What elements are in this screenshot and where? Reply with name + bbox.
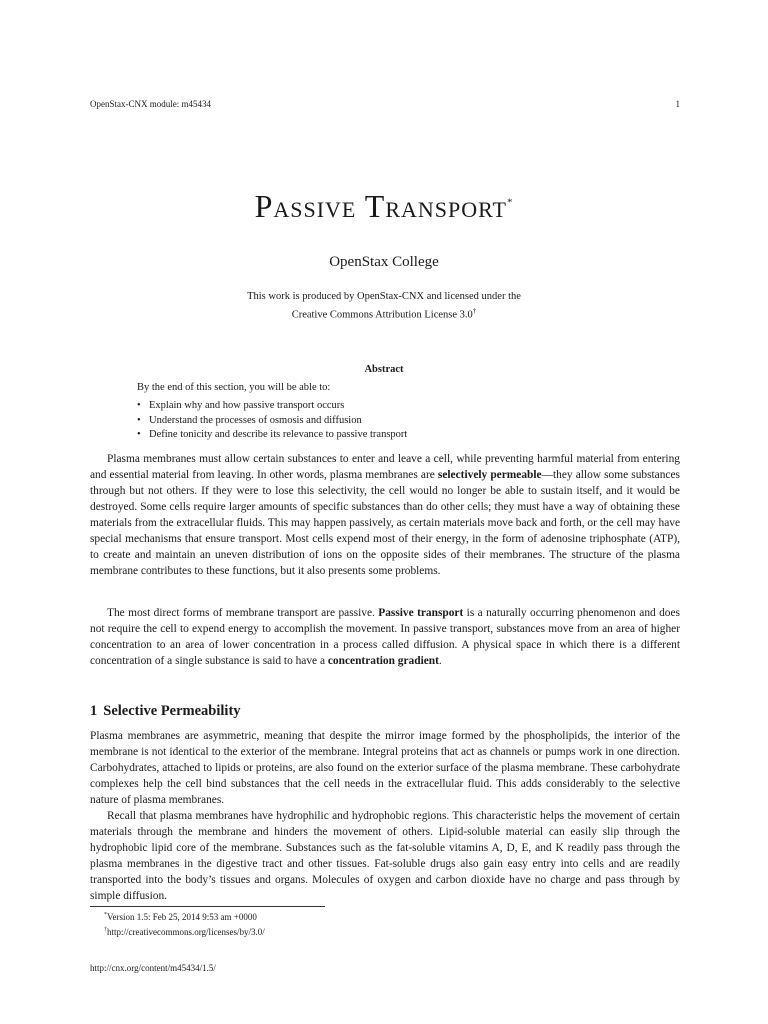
section-heading xyxy=(90,703,241,720)
bullet-icon: • xyxy=(137,429,141,440)
module-id: OpenStax-CNX module: m45434 xyxy=(90,99,211,109)
abstract-heading: Abstract xyxy=(364,364,404,375)
intro-paragraph-2: The most direct forms of membrane transport are passive. Passive transport is a naturally occurring phenomenon and does not require the cell to expend energy to accomplish the movement. In passive transport, substances move from an area of higher concentration to an area of lower concentration in a process called diffusion. A physical space in which there is a different concentration of a single substance is said to have a concentration gradient. xyxy=(90,607,680,667)
bullet-icon: • xyxy=(137,414,141,426)
section-title: Selective Permeability xyxy=(103,703,241,719)
term-selectively-permeable: selectively permeable xyxy=(437,469,542,481)
license-footnote-mark: † xyxy=(472,307,477,315)
footnote-license-url[interactable]: †http://creativecommons.org/licenses/by/3.0/ xyxy=(104,927,265,937)
bullet-icon: • xyxy=(137,400,141,411)
abstract-intro: By the end of this section, you will be able to: xyxy=(137,382,331,393)
objectives-list xyxy=(137,399,637,443)
section-paragraph-1: Plasma membranes are asymmetric, meaning that despite the mirror image formed by the phospholipids, the interior of the membrane is not identical to the exterior of the membrane. Integral proteins that act as channels or pumps work in one direction. Carbohydrates, attached to lipids or proteins, are also found on the exterior surface of the plasma membrane. These carbohydrate complexes help the cell bind substances that the cell needs in the extracellular fluid. This adds considerably to the selective nature of plasma membranes. xyxy=(90,730,680,806)
license-line-2 xyxy=(0,304,768,323)
abstract xyxy=(137,382,637,443)
license-name: Creative Commons Attribution License 3.0 xyxy=(291,309,473,321)
document-title xyxy=(0,188,768,225)
page-number: 1 xyxy=(675,99,680,109)
list-item: • Explain why and how passive transport occurs xyxy=(137,399,637,414)
footnotes xyxy=(104,909,265,939)
title-footnote-mark: * xyxy=(506,196,514,209)
footnote-version: *Version 1.5: Feb 25, 2014 9:53 am +0000 xyxy=(104,912,257,922)
author: OpenStax College xyxy=(329,254,439,270)
list-item: • Understand the processes of osmosis and diffusion xyxy=(137,414,637,429)
list-item: • Define tonicity and describe its relevance to passive transport xyxy=(137,428,637,443)
intro-paragraph-1: Plasma membranes must allow certain substances to enter and leave a cell, while preventing harmful material from entering and essential material from leaving. In other words, plasma membranes are selectively permeable—they allow some substances through but not others. If they were to lose this selectivity, the cell would no longer be able to sustain itself, and it would be destroyed. Some cells require larger amounts of specific substances than do other cells; they must have a way of obtaining these materials from the extracellular fluids. This may happen passively, as certain materials move back and forth, or the cell may have special mechanisms that ensure transport. Most cells expend most of their energy, in the form of adenosine triphosphate (ATP), to create and maintain an uneven distribution of ions on the opposite sides of their membranes. The structure of the plasma membrane contributes to these functions, but it also presents some problems. xyxy=(90,453,680,577)
running-head xyxy=(90,99,680,109)
section-number: 1 xyxy=(90,703,98,719)
footnote-divider xyxy=(90,906,325,907)
section-paragraph-2: Recall that plasma membranes have hydrophilic and hydrophobic regions. This characteristic helps the movement of certain materials through the membrane and hinders the movement of others. Lipid-soluble material can easily slip through the hydrophobic lipid core of the membrane. Substances such as the fat-soluble vitamins A, D, E, and K readily pass through the plasma membranes in the digestive tract and other tissues. Fat-soluble drugs also gain easy entry into cells and are readily transported into the body’s tissues and organs. Molecules of oxygen and carbon dioxide have no charge and pass through by simple diffusion. xyxy=(90,810,680,902)
footer-url-link[interactable]: http://cnx.org/content/m45434/1.5/ xyxy=(90,963,216,973)
term-concentration-gradient: concentration gradient xyxy=(327,655,439,667)
term-passive-transport: Passive transport xyxy=(378,607,464,619)
title-text: Passive Transport xyxy=(254,188,507,224)
section-body xyxy=(90,728,680,904)
license-line-1: This work is produced by OpenStax-CNX and licensed under the xyxy=(247,291,521,302)
license-statement xyxy=(0,289,768,323)
